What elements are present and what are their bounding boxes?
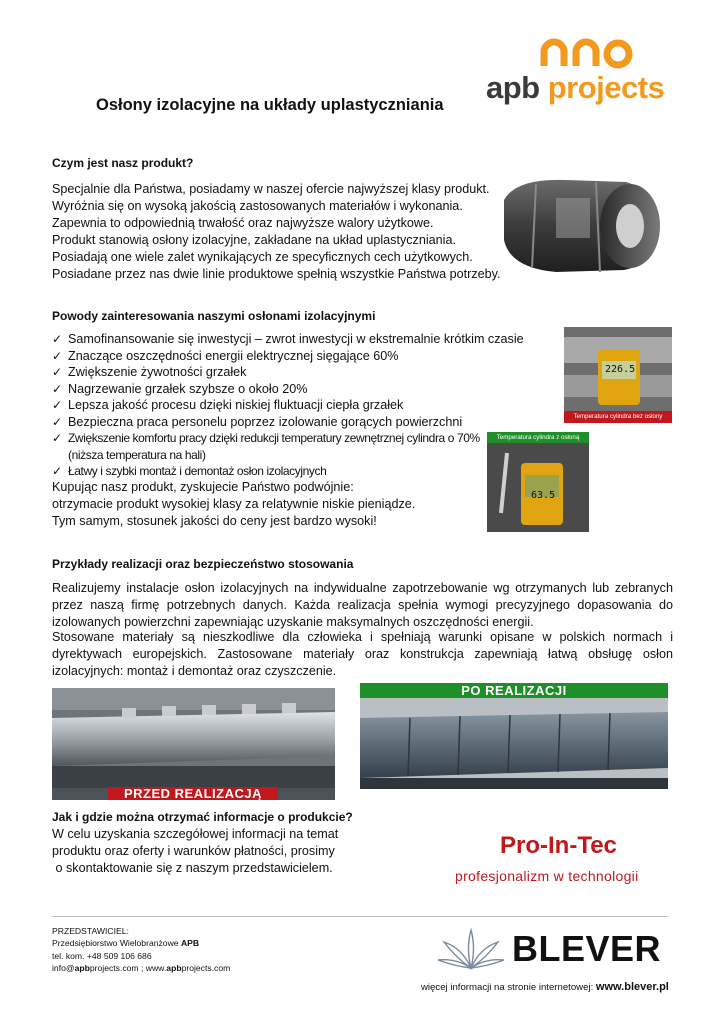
leaf-icon <box>436 928 506 972</box>
benefits-list <box>52 331 532 480</box>
examples-paragraph-1: Realizujemy instalacje osłon izolacyjnych na indywidualne zapotrzebowanie wg otrzymanych lub zebranych przez naszą firmę potrzebnych danych. Każda realizacja spełnia wymogi precyzyjnego dopasowania do izolowanych powierzchni zapewniając uzyskanie maksymalnych oszczędności energii. <box>52 581 673 629</box>
representative-info <box>52 925 230 975</box>
product-description <box>52 181 502 283</box>
blever-logo <box>436 926 676 974</box>
after-label: PO REALIZACJI <box>360 683 668 698</box>
list-item: ✓ Nagrzewanie grzałek szybsze o około 20% <box>52 381 308 396</box>
representative-label: PRZEDSTAWICIEL: <box>52 926 129 936</box>
list-item: ✓ Samofinansowanie się inwestycji – zwrot inwestycji w ekstremalnie krótkim czasie <box>52 332 524 346</box>
temperature-reading: 63.5 <box>531 490 556 501</box>
page-title: Osłony izolacyjne na układy uplastyczniania <box>96 96 444 114</box>
text-line: Zapewnia to odpowiednią trwałość oraz najwyższe walory użytkowe. <box>52 216 434 230</box>
photo-caption: Temperatura cylindra z osłoną <box>487 432 589 443</box>
email-web: info@apbprojects.com ; www.apbprojects.com <box>52 963 231 974</box>
text-line: Posiadane przez nas dwie linie produktowe spełnią wszystkie Państwa potrzeby. <box>52 267 501 281</box>
text-line: Produkt stanowią osłony izolacyjne, zakładane na układ uplastyczniania. <box>52 233 456 247</box>
photo-caption: Temperatura cylindra bez osłony <box>564 411 672 423</box>
brand-tagline: profesjonalizm w technologii <box>455 868 639 884</box>
list-item: ✓ Znaczące oszczędności energii elektrycznej sięgające 60% <box>52 348 399 363</box>
brand-name: Pro-In-Tec <box>500 832 617 859</box>
apb-logo <box>482 36 682 108</box>
before-label: PRZED REALIZACJĄ <box>108 787 278 800</box>
list-item: ✓ Bezpieczna praca personelu poprzez izolowanie gorących powierzchni <box>52 414 463 429</box>
text-line: W celu uzyskania szczegółowej informacji na temat <box>52 827 339 841</box>
text-line: produktu oraz oferty i warunków płatności, prosimy <box>52 844 335 858</box>
more-info-line: więcej informacji na stronie internetowej: www.blever.pl <box>421 981 669 993</box>
footer-divider <box>52 916 668 917</box>
temperature-reading: 226.5 <box>605 364 636 375</box>
list-item: ✓ Zwiększenie żywotności grzałek <box>52 365 247 379</box>
list-item: ✓ Zwiększenie komfortu pracy dzięki redukcji temperatury zewnętrznej cylindra o 70% <box>52 431 480 445</box>
text-line: Wyróżnia się on wysoką jakością zastosowanych materiałów i wykonania. <box>52 199 463 213</box>
text-line: o skontaktowanie się z naszym przedstawicielem. <box>52 861 333 875</box>
apb-logo-symbol <box>482 36 682 72</box>
text-line: Tym samym, stosunek jakości do ceny jest bardzo wysoki! <box>52 514 377 528</box>
blever-link[interactable]: www.blever.pl <box>595 981 669 993</box>
list-item-continuation: (niższa temperatura na hali) <box>68 447 206 462</box>
check-icon: ✓ <box>52 414 63 429</box>
check-icon: ✓ <box>52 348 63 363</box>
check-icon: ✓ <box>52 332 63 346</box>
section-heading-examples: Przykłady realizacji oraz bezpieczeństwo stosowania <box>52 557 354 571</box>
section-heading-product: Czym jest nasz produkt? <box>52 156 194 170</box>
check-icon: ✓ <box>52 464 62 478</box>
check-icon: ✓ <box>52 365 63 379</box>
contact-text <box>52 826 338 877</box>
value-summary <box>52 479 415 530</box>
text-line: otrzymacie produkt wysokiej klasy za relatywnie niskie pieniądze. <box>52 497 416 511</box>
temperature-photo-without-cover <box>564 327 672 423</box>
check-icon: ✓ <box>52 381 63 396</box>
check-icon: ✓ <box>52 398 63 412</box>
apb-logo-text: apb projects <box>486 70 665 105</box>
temperature-photo-with-cover <box>487 432 589 532</box>
contact-heading: Jak i gdzie można otrzymać informacje o produkcie? <box>52 810 353 824</box>
phone-number: tel. kom. +48 509 106 686 <box>52 950 152 961</box>
company-name: Przedsiębiorstwo Wielobranżowe APB <box>52 938 200 949</box>
examples-paragraph-2: Stosowane materiały są nieszkodliwe dla człowieka i spełniają warunki opisane w polskich normach i dyrektywach europejskich. Zastosowane materiały oraz konstrukcja zapewniają łatwą obsługę osłon izolacyjnych: montaż i demontaż oraz czyszczenie. <box>52 630 673 678</box>
product-photo <box>496 160 672 284</box>
check-icon: ✓ <box>52 431 62 445</box>
text-line: Kupując nasz produkt, zyskujecie Państwo podwójnie: <box>52 480 354 494</box>
text-line: Posiadają one wiele zalet wynikających ze specyficznych cech użytkowych. <box>52 250 473 264</box>
photo-before <box>52 688 335 800</box>
photo-after <box>360 683 668 789</box>
list-item: ✓ Lepsza jakość procesu dzięki niskiej fluktuacji ciepła grzałek <box>52 398 404 412</box>
blever-wordmark: BLEVER <box>512 928 662 969</box>
list-item: ✓ Łatwy i szybki montaż i demontaż osłon izolacyjnych <box>52 464 327 478</box>
section-heading-reasons: Powody zainteresowania naszymi osłonami izolacyjnymi <box>52 309 376 323</box>
text-line: Specjalnie dla Państwa, posiadamy w naszej ofercie najwyższej klasy produkt. <box>52 182 490 196</box>
